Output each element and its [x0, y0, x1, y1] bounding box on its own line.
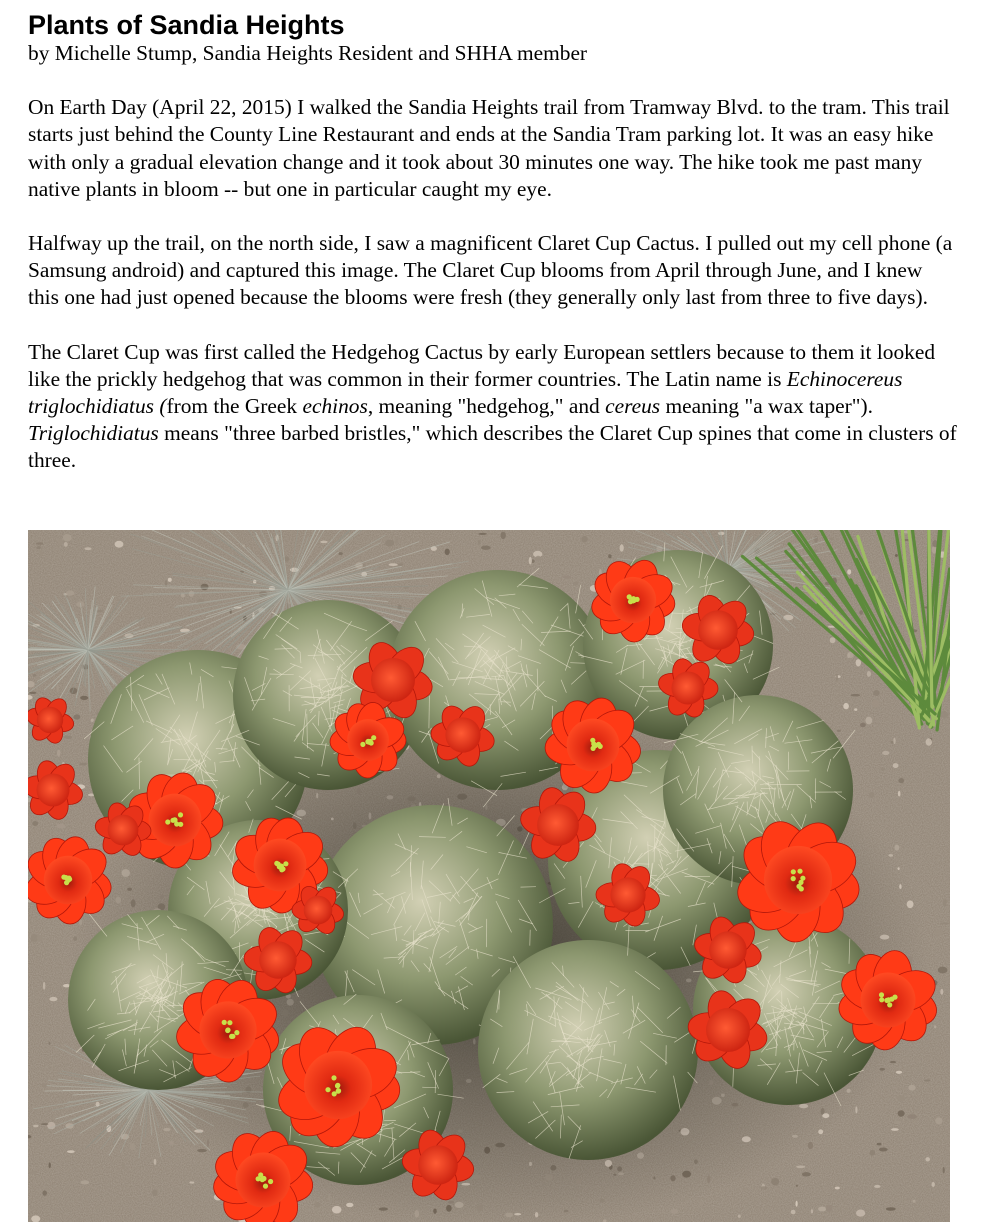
text-segment: , meaning "hedgehog," and — [367, 394, 606, 419]
paragraph-claret-cup-sighting: Halfway up the trail, on the north side, I saw a magnificent Claret Cup Cactus. I pulled out my cell phone (a Samsung android) and captured this image. The Claret Cup blooms from April through June, and I knew this one had just opened because the blooms were fresh (they generally only last from three to five days). — [28, 231, 953, 310]
latin-word-triglochidiatus: Triglochidiatus — [28, 421, 159, 446]
text-segment: means "three barbed bristles," which describes the Claret Cup spines that come in clusters of three. — [28, 421, 957, 473]
claret-cup-cactus-photo — [28, 530, 950, 1222]
article-byline: by Michelle Stump, Sandia Heights Resident and SHHA member — [28, 41, 588, 65]
text-segment: The Claret Cup was first called the Hedgehog Cactus by early European settlers because to them it looked like the prickly hedgehog that was common in their former countries. The Latin name is — [28, 339, 936, 391]
paragraph-latin-name — [28, 339, 958, 475]
article — [28, 10, 958, 475]
latin-name: Echinocereus triglochidiatus ( — [28, 366, 903, 419]
greek-word-echinos: echinos — [302, 394, 368, 419]
text-segment: meaning "a wax taper"). — [660, 394, 873, 419]
article-title: Plants of Sandia Heights — [28, 10, 345, 40]
text-segment: from the Greek — [166, 394, 303, 419]
paragraph-earth-day: On Earth Day (April 22, 2015) I walked the Sandia Heights trail from Tramway Blvd. to the tram. This trail starts just behind the County Line Restaurant and ends at the Sandia Tram parking lot. It was an easy hike with only a gradual elevation change and it took about 30 minutes one way. The hike took me past many native plants in bloom -- but one in particular caught my eye. — [28, 95, 950, 201]
latin-word-cereus: cereus — [605, 394, 661, 419]
